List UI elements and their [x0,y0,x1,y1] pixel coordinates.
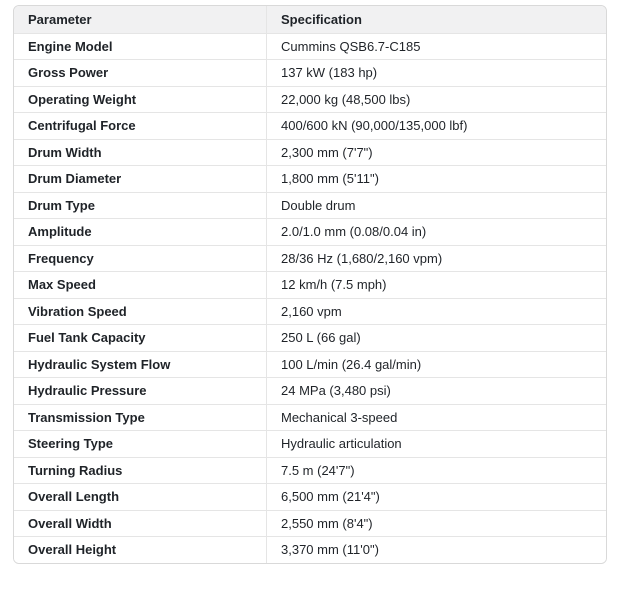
parameter-cell: Vibration Speed [14,298,266,325]
parameter-cell: Turning Radius [14,457,266,484]
specification-cell: 400/600 kN (90,000/135,000 lbf) [266,112,606,139]
parameter-cell: Centrifugal Force [14,112,266,139]
specification-cell: 24 MPa (3,480 psi) [266,377,606,404]
parameter-cell: Overall Height [14,536,266,563]
table-row [14,218,606,245]
specification-cell: 100 L/min (26.4 gal/min) [266,351,606,378]
table-row [14,59,606,86]
table-row [14,192,606,219]
table-row [14,483,606,510]
specification-cell: Hydraulic articulation [266,430,606,457]
specification-cell: 6,500 mm (21'4") [266,483,606,510]
table-row [14,298,606,325]
table-row [14,139,606,166]
specification-cell: 250 L (66 gal) [266,324,606,351]
spec-table [14,6,606,563]
parameter-cell: Hydraulic System Flow [14,351,266,378]
table-row [14,33,606,60]
specification-cell: 28/36 Hz (1,680/2,160 vpm) [266,245,606,272]
specification-cell: 2,550 mm (8'4") [266,510,606,537]
specification-cell: 2,160 vpm [266,298,606,325]
table-row [14,457,606,484]
parameter-cell: Frequency [14,245,266,272]
table-row [14,404,606,431]
parameter-cell: Drum Width [14,139,266,166]
table-row [14,271,606,298]
parameter-cell: Amplitude [14,218,266,245]
parameter-cell: Transmission Type [14,404,266,431]
parameter-cell: Fuel Tank Capacity [14,324,266,351]
parameter-cell: Gross Power [14,59,266,86]
parameter-cell: Steering Type [14,430,266,457]
parameter-cell: Drum Diameter [14,165,266,192]
specification-cell: 7.5 m (24'7") [266,457,606,484]
table-row [14,245,606,272]
parameter-cell: Hydraulic Pressure [14,377,266,404]
parameter-cell: Overall Width [14,510,266,537]
table-header [14,6,606,33]
table-row [14,112,606,139]
parameter-cell: Overall Length [14,483,266,510]
table-row [14,430,606,457]
parameter-cell: Operating Weight [14,86,266,113]
column-header-specification: Specification [266,6,606,33]
specification-cell: 3,370 mm (11'0") [266,536,606,563]
specification-cell: 22,000 kg (48,500 lbs) [266,86,606,113]
table-row [14,536,606,563]
specification-cell: 137 kW (183 hp) [266,59,606,86]
table-header-row [14,6,606,33]
parameter-cell: Max Speed [14,271,266,298]
table-row [14,377,606,404]
specification-cell: 1,800 mm (5'11") [266,165,606,192]
table-row [14,510,606,537]
table-body [14,33,606,563]
parameter-cell: Engine Model [14,33,266,60]
specification-cell: Double drum [266,192,606,219]
parameter-cell: Drum Type [14,192,266,219]
table-row [14,324,606,351]
table-row [14,351,606,378]
table-row [14,165,606,192]
specification-cell: Mechanical 3-speed [266,404,606,431]
specification-cell: 2.0/1.0 mm (0.08/0.04 in) [266,218,606,245]
specification-cell: 2,300 mm (7'7") [266,139,606,166]
specification-cell: Cummins QSB6.7-C185 [266,33,606,60]
table-row [14,86,606,113]
spec-table-container [13,5,607,564]
column-header-parameter: Parameter [14,6,266,33]
specification-cell: 12 km/h (7.5 mph) [266,271,606,298]
